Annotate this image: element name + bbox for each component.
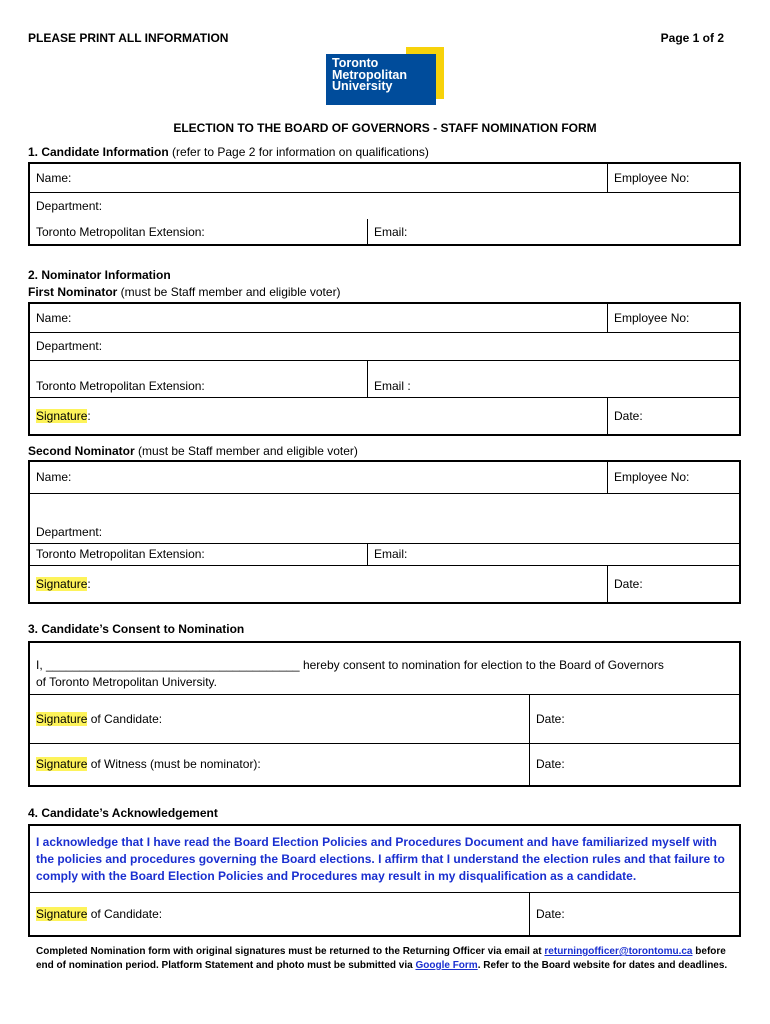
second-nominator-heading — [28, 444, 358, 458]
signature-highlight: Signature — [36, 576, 88, 591]
signature-highlight: Signature — [36, 906, 88, 921]
section3-heading — [28, 622, 244, 636]
first-nominator-department-field[interactable]: Department: — [29, 332, 740, 360]
candidate-info-table — [28, 162, 741, 246]
witness-signature-field[interactable]: Signature of Witness (must be nominator): — [29, 743, 530, 786]
google-form-link[interactable]: Google Form — [415, 960, 478, 971]
acknowledgement-date-field[interactable]: Date: — [530, 892, 741, 936]
university-logo — [326, 47, 444, 105]
second-nominator-department-field[interactable]: Department: — [29, 493, 740, 543]
acknowledgement-text: I acknowledge that I have read the Board Election Policies and Procedures Document and have familiarized myself with the policies and procedures governing the Board elections. I affirm that I understand the election rules and that failure to comply with the Board Election Policies and Procedures may result in my disqualification as a candidate. — [36, 835, 725, 883]
second-nominator-date-field[interactable]: Date: — [608, 565, 741, 603]
logo-line: Toronto — [332, 56, 379, 70]
second-nominator-table — [28, 460, 741, 604]
first-nominator-table — [28, 302, 741, 436]
section1-note: (refer to Page 2 for information on qualifications) — [168, 145, 429, 159]
section3-title: 3. Candidate’s Consent to Nomination — [28, 622, 245, 636]
consent-line-1[interactable]: I, ______________________________________ hereby consent to nomination for election to the Board of Governors — [36, 657, 664, 672]
first-nominator-email-field[interactable]: Email : — [368, 360, 741, 397]
print-instruction: PLEASE PRINT ALL INFORMATION — [28, 31, 229, 45]
second-nominator-name-field[interactable]: Name: — [29, 461, 608, 493]
consent-statement — [29, 642, 740, 694]
candidate-employee-no-field[interactable]: Employee No: — [608, 163, 741, 192]
consent-line-2: of Toronto Metropolitan University. — [36, 674, 217, 689]
candidate-name-field[interactable]: Name: — [29, 163, 608, 192]
second-nominator-title: Second Nominator — [28, 444, 135, 458]
page-number: Page 1 of 2 — [660, 31, 724, 45]
signature-highlight: Signature — [36, 757, 88, 772]
form-title: ELECTION TO THE BOARD OF GOVERNORS - STAFF NOMINATION FORM — [173, 121, 597, 135]
second-nominator-employee-no-field[interactable]: Employee No: — [608, 461, 741, 493]
first-nominator-name-field[interactable]: Name: — [29, 303, 608, 332]
candidate-extension-field[interactable]: Toronto Metropolitan Extension: — [29, 219, 368, 245]
first-nominator-note: (must be Staff member and eligible voter) — [117, 285, 341, 299]
first-nominator-signature-field[interactable]: Signature: — [29, 397, 608, 435]
candidate-department-field[interactable]: Department: — [29, 192, 740, 219]
witness-signature-date-field[interactable]: Date: — [530, 743, 741, 786]
section2-title: 2. Nominator Information — [28, 268, 171, 282]
signature-highlight: Signature — [36, 408, 88, 423]
candidate-signature-field[interactable]: Signature of Candidate: — [29, 694, 530, 743]
submission-instructions: Completed Nomination form with original signatures must be returned to the Returning Officer via email at returningofficer@torontomu.ca before end of nomination period. Platform Statement and photo must be submitted via Google Form. Refer to the Board website for dates and deadlines. — [36, 946, 728, 971]
candidate-email-field[interactable]: Email: — [368, 219, 741, 245]
logo-blue-block — [326, 54, 436, 105]
second-nominator-email-field[interactable]: Email: — [368, 543, 741, 565]
section1-heading — [28, 145, 429, 159]
section2-heading — [28, 268, 171, 282]
consent-table — [28, 641, 741, 787]
first-nominator-heading — [28, 285, 341, 299]
candidate-signature-date-field[interactable]: Date: — [530, 694, 741, 743]
first-nominator-date-field[interactable]: Date: — [608, 397, 741, 435]
section4-title: 4. Candidate’s Acknowledgement — [28, 806, 218, 820]
section4-heading — [28, 806, 218, 820]
acknowledgement-signature-field[interactable]: Signature of Candidate: — [29, 892, 530, 936]
acknowledgement-table — [28, 824, 741, 937]
signature-highlight: Signature — [36, 711, 88, 726]
logo-line: Metropolitan — [332, 67, 407, 82]
section1-title: 1. Candidate Information — [28, 145, 169, 159]
acknowledgement-statement — [29, 825, 740, 892]
second-nominator-signature-field[interactable]: Signature: — [29, 565, 608, 603]
first-nominator-employee-no-field[interactable]: Employee No: — [608, 303, 741, 332]
second-nominator-note: (must be Staff member and eligible voter) — [134, 444, 358, 458]
logo-line: University — [332, 79, 393, 93]
second-nominator-extension-field[interactable]: Toronto Metropolitan Extension: — [29, 543, 368, 565]
first-nominator-title: First Nominator — [28, 285, 118, 299]
returning-officer-email-link[interactable]: returningofficer@torontomu.ca — [544, 946, 693, 957]
first-nominator-extension-field[interactable]: Toronto Metropolitan Extension: — [29, 360, 368, 397]
